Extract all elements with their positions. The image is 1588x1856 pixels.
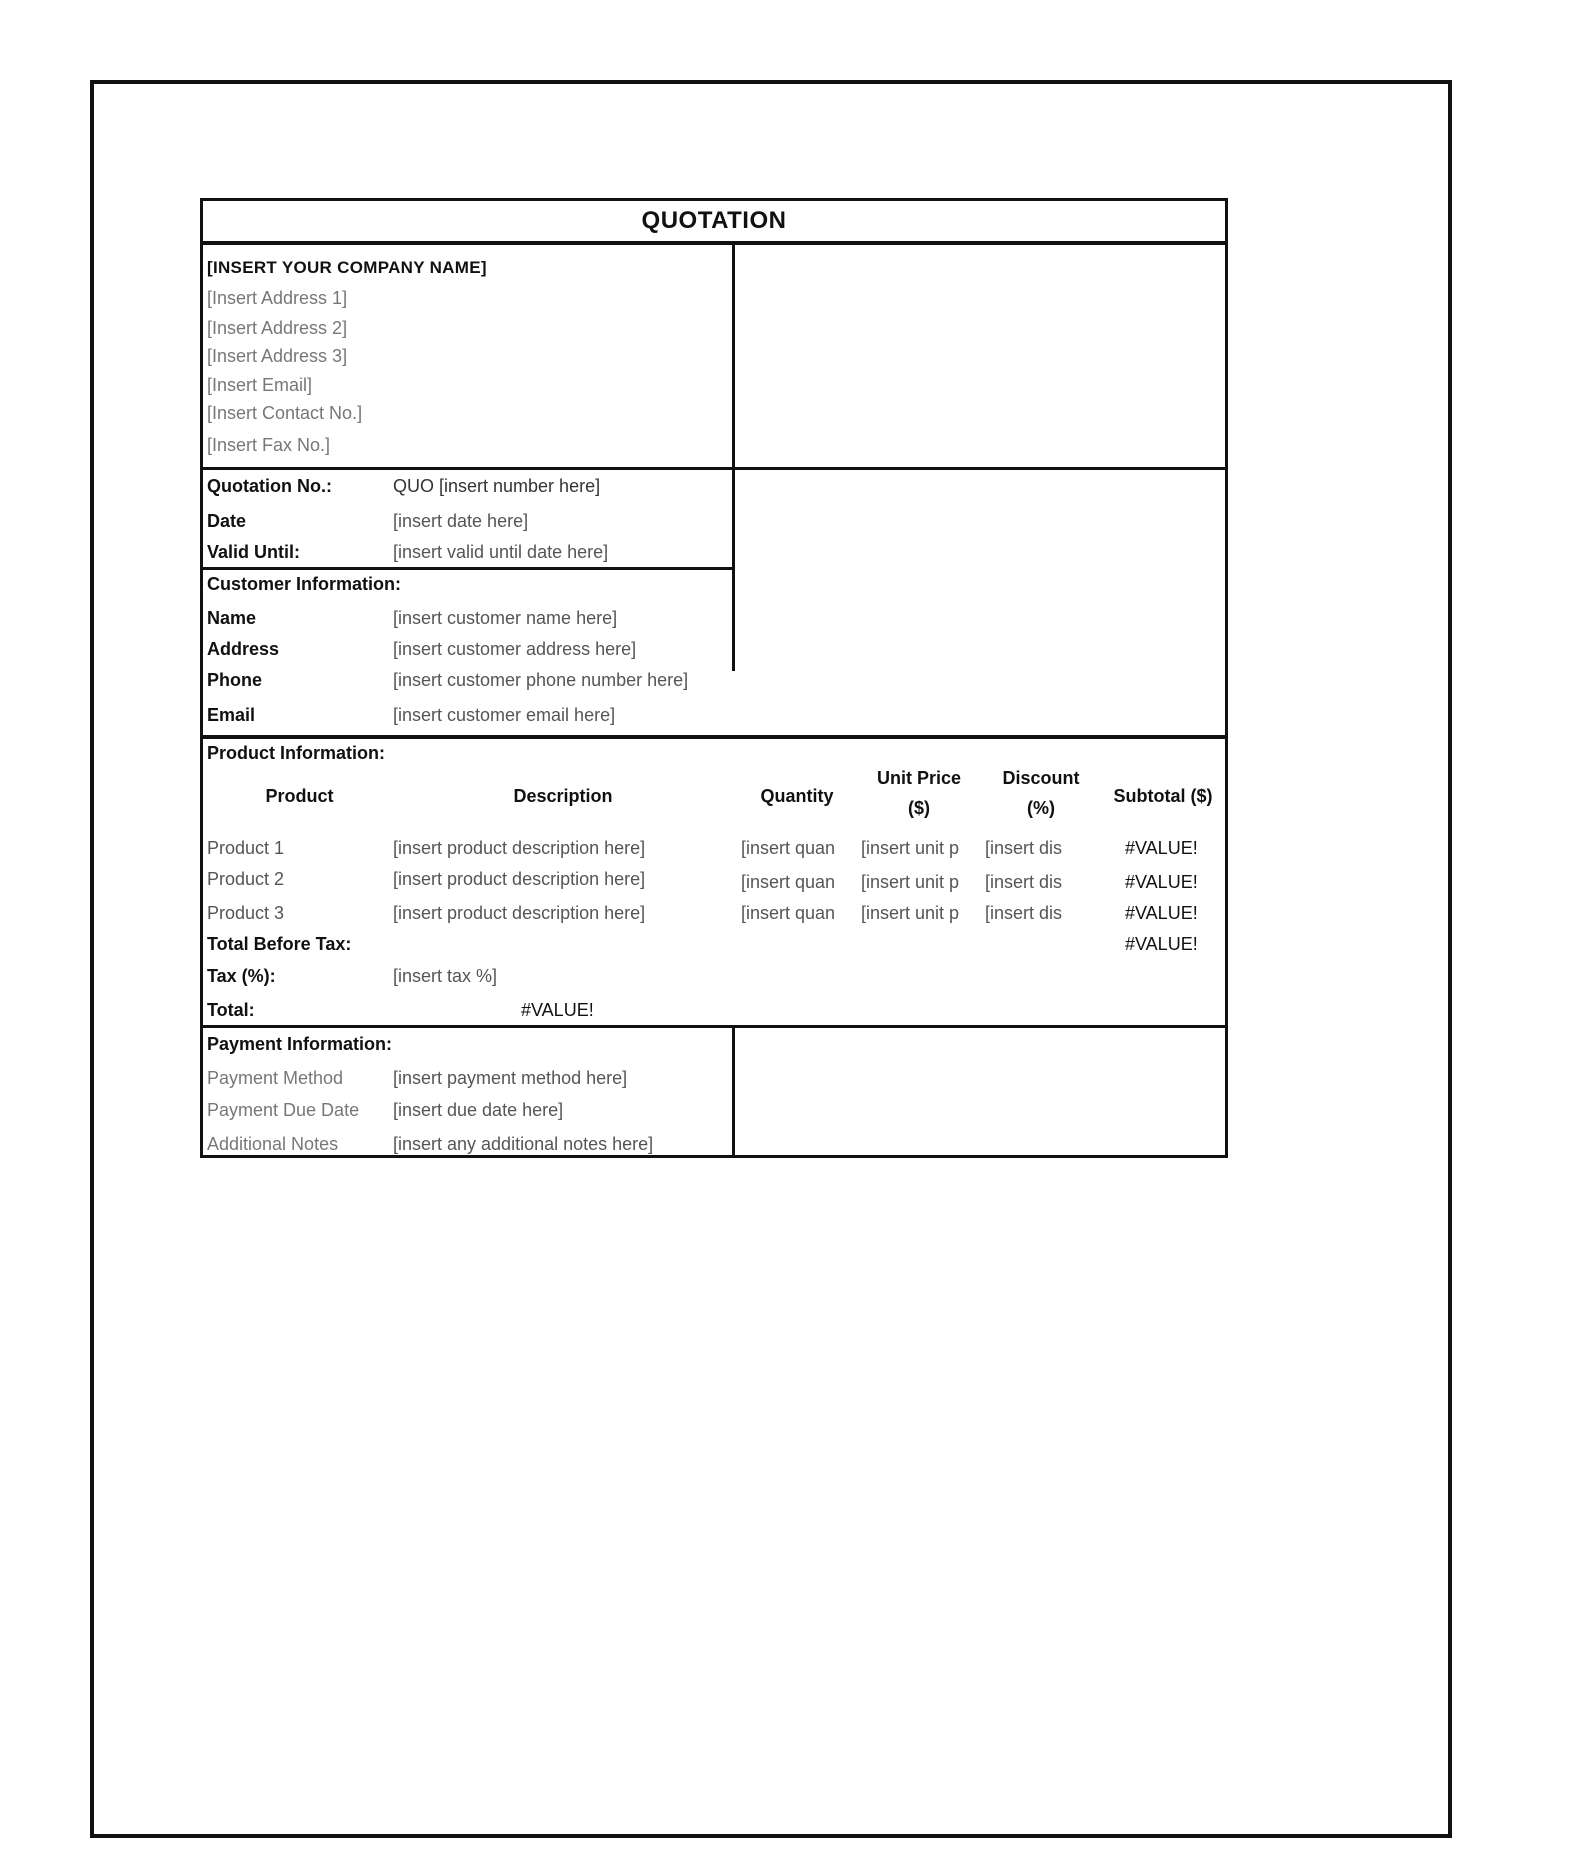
col-header-product: Product [265,786,334,806]
product-row-1-discount: [insert dis [985,838,1063,858]
col-header-quantity: Quantity [760,786,834,806]
customer-phone-value: [insert customer phone number here] [393,670,689,690]
divider-company [203,467,1225,470]
col-header-description: Description [513,786,613,806]
company-address-1: [Insert Address 1] [207,288,348,308]
customer-phone-label: Phone [207,670,263,690]
products-heading: Product Information: [207,743,385,763]
company-fax: [Insert Fax No.] [207,435,331,455]
divider-products [203,1025,1225,1028]
additional-notes-label: Additional Notes [207,1134,339,1154]
payment-heading: Payment Information: [207,1034,393,1054]
product-row-2-unit-price: [insert unit p [861,872,960,892]
divider-quotation [203,567,733,570]
product-row-2-discount: [insert dis [985,872,1063,892]
total-label: Total: [207,1000,255,1020]
company-contact: [Insert Contact No.] [207,403,363,423]
product-row-3-discount: [insert dis [985,903,1063,923]
product-row-1-subtotal: #VALUE! [1125,838,1198,858]
quotation-valid-value: [insert valid until date here] [393,542,609,562]
quotation-sheet [200,198,1228,1158]
tax-value: [insert tax %] [393,966,498,986]
quotation-date-value: [insert date here] [393,511,529,531]
quotation-date-label: Date [207,511,247,531]
company-address-3: [Insert Address 3] [207,346,348,366]
quotation-number-value: QUO [insert number here] [393,476,601,496]
col-header-discount-line2: (%) [1027,798,1055,818]
divider-customer [203,735,1225,739]
payment-method-value: [insert payment method here] [393,1068,628,1088]
product-row-2-subtotal: #VALUE! [1125,872,1198,892]
product-row-1-quantity: [insert quan [741,838,836,858]
quotation-number-label: Quotation No.: [207,476,332,496]
col-header-subtotal: Subtotal ($) [1113,786,1213,806]
col-header-unit-price-line2: ($) [908,798,930,818]
payment-method-label: Payment Method [207,1068,344,1088]
col-header-discount [981,763,1101,823]
divider-vertical-top [732,245,735,671]
product-row-2-quantity: [insert quan [741,872,836,892]
product-row-3-unit-price: [insert unit p [861,903,960,923]
customer-address-value: [insert customer address here] [393,639,637,659]
company-email: [Insert Email] [207,375,313,395]
customer-name-value: [insert customer name here] [393,608,618,628]
product-row-3-quantity: [insert quan [741,903,836,923]
divider-vertical-bottom [732,1027,735,1155]
total-before-tax-value: #VALUE! [1125,934,1198,954]
customer-email-value: [insert customer email here] [393,705,616,725]
col-header-unit-price [859,763,979,823]
payment-due-label: Payment Due Date [207,1100,360,1120]
col-header-discount-line1: Discount [1002,768,1080,788]
company-address-2: [Insert Address 2] [207,318,348,338]
quotation-valid-label: Valid Until: [207,542,301,562]
col-header-unit-price-line1: Unit Price [876,768,962,788]
additional-notes-value: [insert any additional notes here] [393,1134,654,1154]
document-title: QUOTATION [203,201,1225,245]
product-row-1-product: Product 1 [207,838,285,858]
customer-heading: Customer Information: [207,574,402,594]
product-row-3-subtotal: #VALUE! [1125,903,1198,923]
product-row-3-description: [insert product description here] [393,903,646,923]
company-name: [INSERT YOUR COMPANY NAME] [207,258,487,277]
product-row-1-description: [insert product description here] [393,838,646,858]
customer-address-label: Address [207,639,280,659]
total-before-tax-label: Total Before Tax: [207,934,352,954]
product-row-3-product: Product 3 [207,903,285,923]
customer-name-label: Name [207,608,257,628]
product-row-2-product: Product 2 [207,869,285,889]
tax-label: Tax (%): [207,966,276,986]
customer-email-label: Email [207,705,256,725]
product-row-1-unit-price: [insert unit p [861,838,960,858]
product-row-2-description: [insert product description here] [393,869,646,889]
total-value: #VALUE! [521,1000,594,1020]
payment-due-value: [insert due date here] [393,1100,564,1120]
